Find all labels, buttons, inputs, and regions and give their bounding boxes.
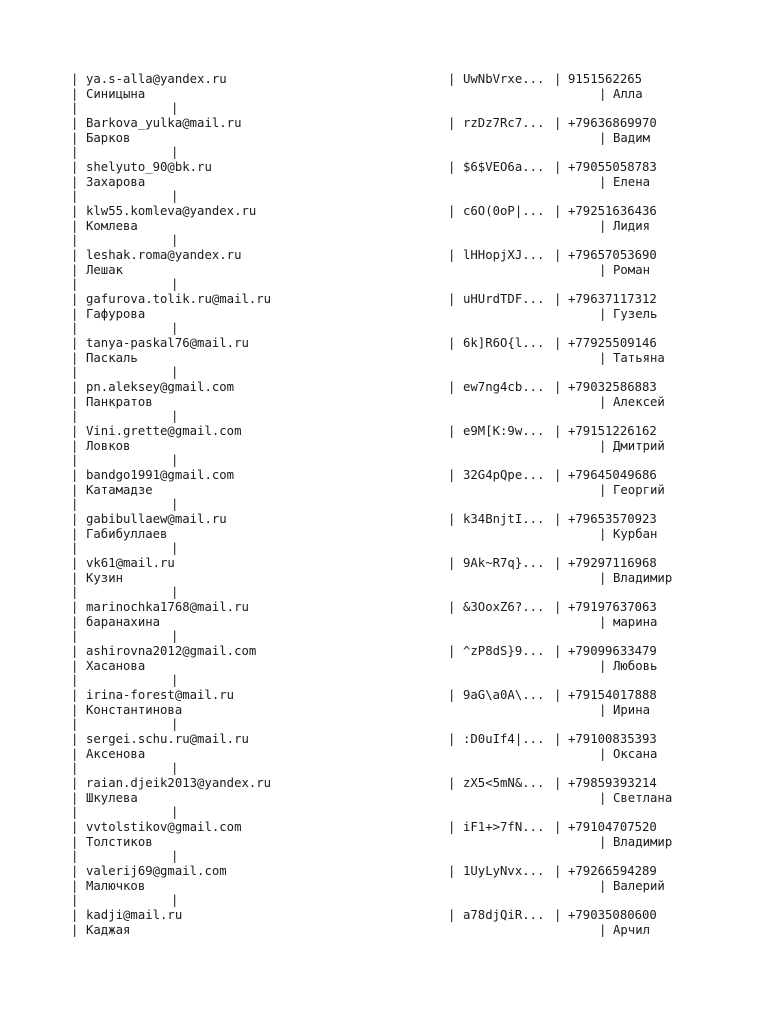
- column-separator: |: [71, 409, 79, 424]
- surname-cell: Комлева: [86, 218, 138, 233]
- email-cell: ya.s-alla@yandex.ru: [86, 72, 227, 86]
- phone-cell: +79197637063: [568, 600, 657, 614]
- column-separator: |: [554, 820, 562, 834]
- first-name-cell: Курбан: [613, 526, 658, 541]
- phone-cell: +79637117312: [568, 292, 657, 306]
- column-separator: |: [71, 541, 79, 556]
- column-separator: |: [599, 306, 607, 321]
- column-separator: |: [71, 585, 79, 600]
- column-separator: |: [71, 482, 79, 497]
- surname-cell: Каджая: [86, 922, 131, 937]
- column-separator: |: [71, 438, 79, 453]
- phone-cell: +79859393214: [568, 776, 657, 790]
- phone-cell: +79032586883: [568, 380, 657, 394]
- table-row: [71, 424, 751, 468]
- column-separator: |: [71, 600, 79, 614]
- column-separator: |: [71, 204, 79, 218]
- column-separator: |: [171, 761, 179, 776]
- column-separator: |: [171, 321, 179, 336]
- table-row: [71, 732, 751, 776]
- column-separator: |: [71, 776, 79, 790]
- first-name-cell: Лидия: [613, 218, 651, 233]
- column-separator: |: [71, 849, 79, 864]
- column-separator: |: [554, 468, 562, 482]
- table-row: [71, 72, 751, 116]
- phone-cell: +79151226162: [568, 424, 657, 438]
- table-row: [71, 160, 751, 204]
- column-separator: |: [71, 702, 79, 717]
- column-separator: |: [599, 702, 607, 717]
- column-separator: |: [71, 922, 79, 937]
- column-separator: |: [554, 600, 562, 614]
- phone-cell: +79154017888: [568, 688, 657, 702]
- column-separator: |: [71, 526, 79, 541]
- password-hash-cell: 9aG\a0A\...: [463, 688, 545, 702]
- surname-cell: Константинова: [86, 702, 183, 717]
- column-separator: |: [171, 409, 179, 424]
- password-hash-cell: $6$VEO6a...: [463, 160, 545, 174]
- column-separator: |: [71, 145, 79, 160]
- column-separator: |: [599, 262, 607, 277]
- email-cell: marinochka1768@mail.ru: [86, 600, 249, 614]
- table-row: [71, 248, 751, 292]
- first-name-cell: Арчил: [613, 922, 651, 937]
- column-separator: |: [448, 688, 456, 702]
- column-separator: |: [71, 248, 79, 262]
- column-separator: |: [71, 101, 79, 116]
- record-listing: [71, 72, 751, 952]
- column-separator: |: [71, 834, 79, 849]
- column-separator: |: [599, 526, 607, 541]
- column-separator: |: [71, 644, 79, 658]
- surname-cell: Гафурова: [86, 306, 146, 321]
- password-hash-cell: ew7ng4cb...: [463, 380, 545, 394]
- surname-cell: Аксенова: [86, 746, 146, 761]
- column-separator: |: [171, 233, 179, 248]
- column-separator: |: [171, 365, 179, 380]
- phone-cell: +79104707520: [568, 820, 657, 834]
- table-row: [71, 820, 751, 864]
- column-separator: |: [599, 350, 607, 365]
- email-cell: leshak.roma@yandex.ru: [86, 248, 242, 262]
- column-separator: |: [554, 160, 562, 174]
- phone-cell: +79636869970: [568, 116, 657, 130]
- column-separator: |: [71, 262, 79, 277]
- table-row: [71, 776, 751, 820]
- column-separator: |: [71, 761, 79, 776]
- column-separator: |: [599, 86, 607, 101]
- email-cell: tanya-paskal76@mail.ru: [86, 336, 249, 350]
- column-separator: |: [71, 350, 79, 365]
- column-separator: |: [448, 336, 456, 350]
- column-separator: |: [554, 336, 562, 350]
- column-separator: |: [71, 86, 79, 101]
- column-separator: |: [71, 570, 79, 585]
- phone-cell: +79035080600: [568, 908, 657, 922]
- first-name-cell: Валерий: [613, 878, 665, 893]
- column-separator: |: [171, 101, 179, 116]
- column-separator: |: [599, 790, 607, 805]
- table-row: [71, 644, 751, 688]
- table-row: [71, 204, 751, 248]
- column-separator: |: [71, 336, 79, 350]
- password-hash-cell: :D0uIf4|...: [463, 732, 545, 746]
- phone-cell: +79251636436: [568, 204, 657, 218]
- email-cell: klw55.komleva@yandex.ru: [86, 204, 257, 218]
- table-row: [71, 600, 751, 644]
- password-hash-cell: e9M[K:9w...: [463, 424, 545, 438]
- column-separator: |: [171, 145, 179, 160]
- password-hash-cell: ^zP8dS}9...: [463, 644, 545, 658]
- password-hash-cell: a78djQiR...: [463, 908, 545, 922]
- column-separator: |: [71, 864, 79, 878]
- surname-cell: Кузин: [86, 570, 124, 585]
- column-separator: |: [448, 204, 456, 218]
- surname-cell: Паскаль: [86, 350, 138, 365]
- column-separator: |: [71, 116, 79, 130]
- column-separator: |: [71, 688, 79, 702]
- surname-cell: Малючков: [86, 878, 146, 893]
- column-separator: |: [554, 688, 562, 702]
- column-separator: |: [599, 174, 607, 189]
- first-name-cell: Роман: [613, 262, 651, 277]
- column-separator: |: [71, 629, 79, 644]
- column-separator: |: [599, 878, 607, 893]
- column-separator: |: [448, 380, 456, 394]
- column-separator: |: [448, 424, 456, 438]
- column-separator: |: [71, 893, 79, 908]
- phone-cell: 9151562265: [568, 72, 643, 86]
- first-name-cell: Ирина: [613, 702, 651, 717]
- column-separator: |: [171, 805, 179, 820]
- phone-cell: +79100835393: [568, 732, 657, 746]
- column-separator: |: [554, 908, 562, 922]
- column-separator: |: [71, 277, 79, 292]
- phone-cell: +79657053690: [568, 248, 657, 262]
- surname-cell: Шкулева: [86, 790, 138, 805]
- table-row: [71, 380, 751, 424]
- first-name-cell: Гузель: [613, 306, 658, 321]
- email-cell: bandgo1991@gmail.com: [86, 468, 235, 482]
- first-name-cell: Елена: [613, 174, 651, 189]
- password-hash-cell: k34BnjtI...: [463, 512, 545, 526]
- column-separator: |: [554, 732, 562, 746]
- column-separator: |: [171, 277, 179, 292]
- column-separator: |: [554, 776, 562, 790]
- column-separator: |: [554, 116, 562, 130]
- phone-cell: +79645049686: [568, 468, 657, 482]
- column-separator: |: [71, 233, 79, 248]
- password-hash-cell: c6O(0oP|...: [463, 204, 545, 218]
- table-row: [71, 688, 751, 732]
- column-separator: |: [71, 658, 79, 673]
- email-cell: vvtolstikov@gmail.com: [86, 820, 242, 834]
- column-separator: |: [71, 365, 79, 380]
- column-separator: |: [448, 732, 456, 746]
- column-separator: |: [448, 468, 456, 482]
- column-separator: |: [554, 72, 562, 86]
- column-separator: |: [71, 908, 79, 922]
- email-cell: raian.djeik2013@yandex.ru: [86, 776, 272, 790]
- first-name-cell: Оксана: [613, 746, 658, 761]
- column-separator: |: [554, 424, 562, 438]
- surname-cell: Ловков: [86, 438, 131, 453]
- column-separator: |: [448, 292, 456, 306]
- column-separator: |: [71, 820, 79, 834]
- email-cell: irina-forest@mail.ru: [86, 688, 235, 702]
- password-hash-cell: zX5<5mN&...: [463, 776, 545, 790]
- column-separator: |: [554, 512, 562, 526]
- column-separator: |: [71, 174, 79, 189]
- column-separator: |: [599, 570, 607, 585]
- password-hash-cell: &3OoxZ6?...: [463, 600, 545, 614]
- surname-cell: Захарова: [86, 174, 146, 189]
- first-name-cell: Татьяна: [613, 350, 665, 365]
- column-separator: |: [171, 497, 179, 512]
- column-separator: |: [71, 512, 79, 526]
- column-separator: |: [71, 72, 79, 86]
- table-row: [71, 512, 751, 556]
- password-hash-cell: rzDz7Rc7...: [463, 116, 545, 130]
- column-separator: |: [448, 644, 456, 658]
- column-separator: |: [448, 72, 456, 86]
- column-separator: |: [171, 673, 179, 688]
- column-separator: |: [599, 438, 607, 453]
- column-separator: |: [71, 673, 79, 688]
- column-separator: |: [448, 908, 456, 922]
- password-hash-cell: lHHopjXJ...: [463, 248, 545, 262]
- column-separator: |: [171, 453, 179, 468]
- column-separator: |: [71, 732, 79, 746]
- column-separator: |: [171, 717, 179, 732]
- password-hash-cell: uHUrdTDF...: [463, 292, 545, 306]
- column-separator: |: [71, 497, 79, 512]
- email-cell: gabibullaew@mail.ru: [86, 512, 227, 526]
- column-separator: |: [554, 864, 562, 878]
- column-separator: |: [554, 292, 562, 306]
- column-separator: |: [554, 204, 562, 218]
- email-cell: kadji@mail.ru: [86, 908, 183, 922]
- column-separator: |: [448, 776, 456, 790]
- column-separator: |: [448, 116, 456, 130]
- table-row: [71, 116, 751, 160]
- column-separator: |: [71, 321, 79, 336]
- column-separator: |: [554, 380, 562, 394]
- column-separator: |: [599, 746, 607, 761]
- column-separator: |: [71, 394, 79, 409]
- table-row: [71, 336, 751, 380]
- surname-cell: Габибуллаев: [86, 526, 168, 541]
- column-separator: |: [554, 248, 562, 262]
- column-separator: |: [171, 893, 179, 908]
- column-separator: |: [599, 658, 607, 673]
- email-cell: valerij69@gmail.com: [86, 864, 227, 878]
- first-name-cell: Дмитрий: [613, 438, 665, 453]
- column-separator: |: [171, 849, 179, 864]
- column-separator: |: [599, 394, 607, 409]
- table-row: [71, 908, 751, 952]
- column-separator: |: [448, 600, 456, 614]
- column-separator: |: [71, 790, 79, 805]
- first-name-cell: Георгий: [613, 482, 665, 497]
- column-separator: |: [71, 380, 79, 394]
- password-hash-cell: 6k]R6O{l...: [463, 336, 545, 350]
- column-separator: |: [71, 189, 79, 204]
- column-separator: |: [599, 482, 607, 497]
- column-separator: |: [448, 160, 456, 174]
- phone-cell: +79297116968: [568, 556, 657, 570]
- phone-cell: +79055058783: [568, 160, 657, 174]
- email-cell: shelyuto_90@bk.ru: [86, 160, 212, 174]
- email-cell: Vini.grette@gmail.com: [86, 424, 242, 438]
- first-name-cell: Алла: [613, 86, 643, 101]
- column-separator: |: [71, 130, 79, 145]
- column-separator: |: [448, 864, 456, 878]
- column-separator: |: [71, 717, 79, 732]
- table-row: [71, 864, 751, 908]
- column-separator: |: [71, 805, 79, 820]
- column-separator: |: [71, 746, 79, 761]
- column-separator: |: [171, 585, 179, 600]
- password-hash-cell: 32G4pQpe...: [463, 468, 545, 482]
- column-separator: |: [71, 306, 79, 321]
- email-cell: ashirovna2012@gmail.com: [86, 644, 257, 658]
- table-row: [71, 468, 751, 512]
- surname-cell: Синицына: [86, 86, 146, 101]
- column-separator: |: [71, 160, 79, 174]
- surname-cell: Толстиков: [86, 834, 153, 849]
- surname-cell: Панкратов: [86, 394, 153, 409]
- column-separator: |: [171, 189, 179, 204]
- column-separator: |: [599, 834, 607, 849]
- column-separator: |: [448, 556, 456, 570]
- column-separator: |: [71, 614, 79, 629]
- email-cell: Barkova_yulka@mail.ru: [86, 116, 242, 130]
- column-separator: |: [448, 248, 456, 262]
- password-hash-cell: iF1+>7fN...: [463, 820, 545, 834]
- phone-cell: +79266594289: [568, 864, 657, 878]
- password-hash-cell: 9Ak~R7q}...: [463, 556, 545, 570]
- surname-cell: Хасанова: [86, 658, 146, 673]
- column-separator: |: [599, 922, 607, 937]
- first-name-cell: Владимир: [613, 570, 673, 585]
- first-name-cell: Любовь: [613, 658, 658, 673]
- email-cell: sergei.schu.ru@mail.ru: [86, 732, 249, 746]
- column-separator: |: [448, 820, 456, 834]
- first-name-cell: марина: [613, 614, 658, 629]
- column-separator: |: [71, 556, 79, 570]
- column-separator: |: [71, 218, 79, 233]
- column-separator: |: [171, 629, 179, 644]
- column-separator: |: [71, 292, 79, 306]
- table-row: [71, 292, 751, 336]
- column-separator: |: [599, 614, 607, 629]
- surname-cell: баранахина: [86, 614, 161, 629]
- email-cell: vk61@mail.ru: [86, 556, 175, 570]
- email-cell: gafurova.tolik.ru@mail.ru: [86, 292, 272, 306]
- phone-cell: +79099633479: [568, 644, 657, 658]
- phone-cell: +77925509146: [568, 336, 657, 350]
- first-name-cell: Владимир: [613, 834, 673, 849]
- column-separator: |: [448, 512, 456, 526]
- first-name-cell: Вадим: [613, 130, 651, 145]
- email-cell: pn.aleksey@gmail.com: [86, 380, 235, 394]
- column-separator: |: [71, 424, 79, 438]
- surname-cell: Катамадзе: [86, 482, 153, 497]
- phone-cell: +79653570923: [568, 512, 657, 526]
- column-separator: |: [71, 468, 79, 482]
- surname-cell: Барков: [86, 130, 131, 145]
- column-separator: |: [599, 130, 607, 145]
- column-separator: |: [554, 556, 562, 570]
- password-hash-cell: 1UyLyNvx...: [463, 864, 545, 878]
- column-separator: |: [554, 644, 562, 658]
- first-name-cell: Алексей: [613, 394, 665, 409]
- first-name-cell: Светлана: [613, 790, 673, 805]
- column-separator: |: [71, 878, 79, 893]
- table-row: [71, 556, 751, 600]
- password-hash-cell: UwNbVrxe...: [463, 72, 545, 86]
- column-separator: |: [599, 218, 607, 233]
- column-separator: |: [71, 453, 79, 468]
- surname-cell: Лешак: [86, 262, 124, 277]
- column-separator: |: [171, 541, 179, 556]
